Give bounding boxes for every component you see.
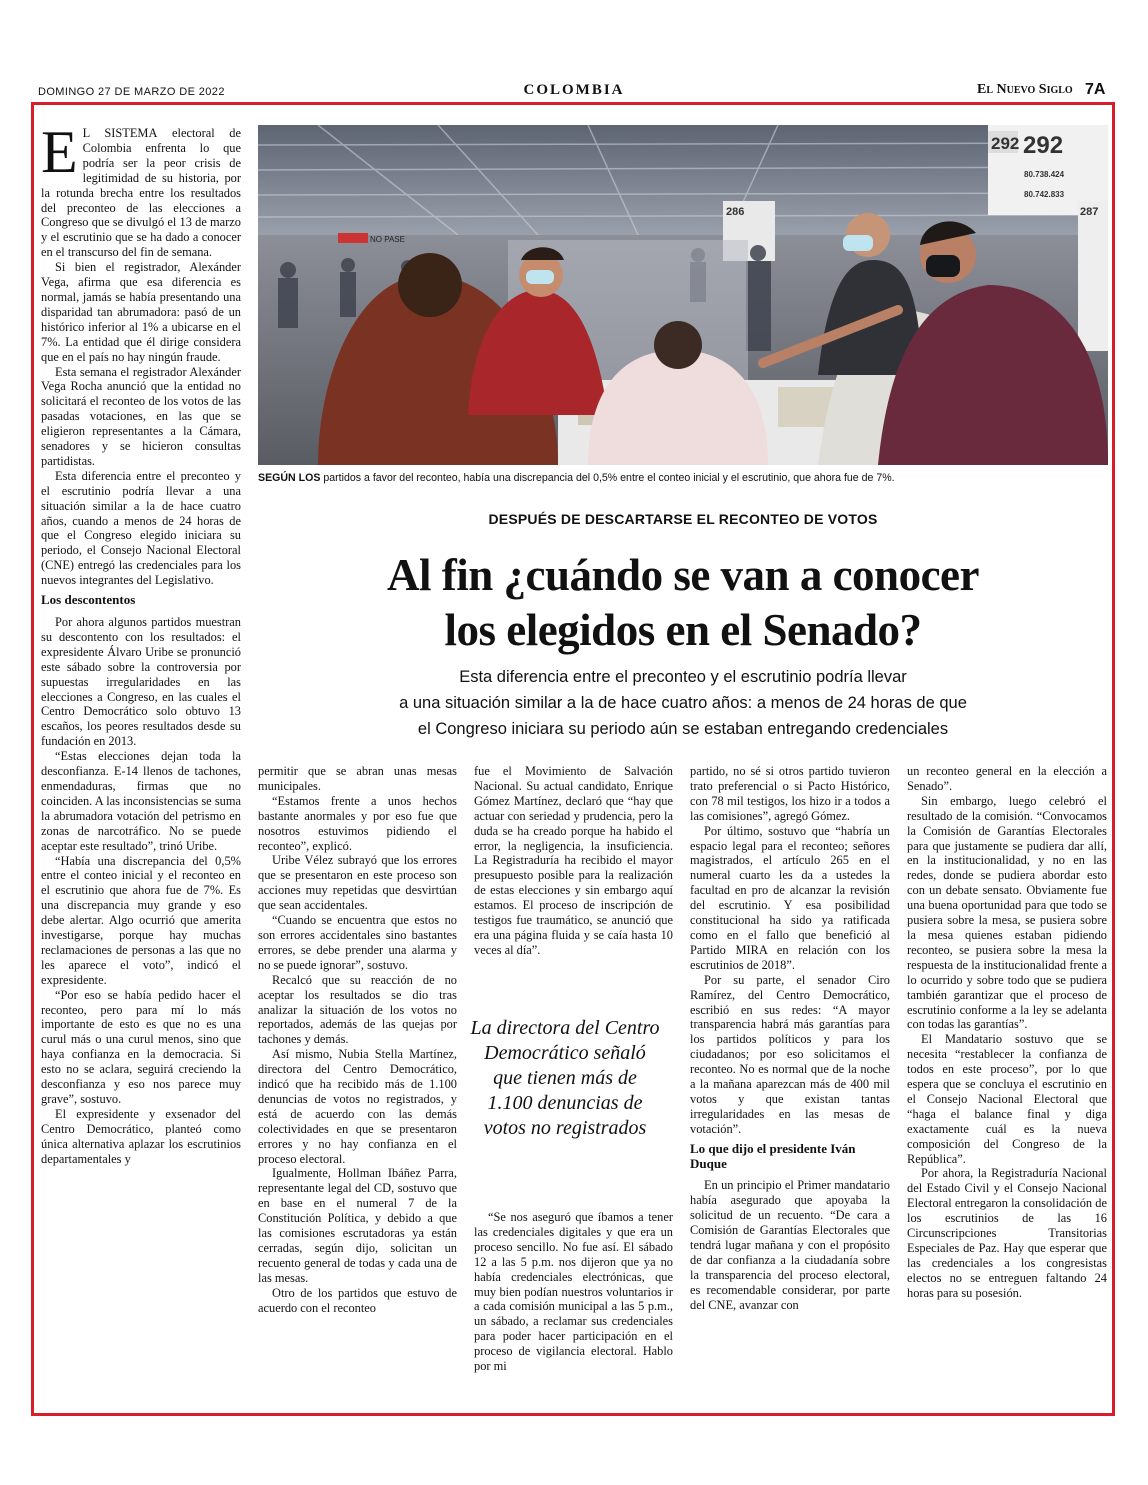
caption-lead: SEGÚN LOS xyxy=(258,472,321,484)
booth-sign-292: 292 xyxy=(1023,132,1064,159)
board-number-2: 80.742.833 xyxy=(1024,190,1065,199)
booth-sign-287: 287 xyxy=(1080,206,1099,218)
article-column-3-bottom xyxy=(474,1210,673,1374)
article-deck xyxy=(258,664,1108,742)
no-pass-sign: NO PASE xyxy=(370,235,405,244)
booth-sign-292-small: 292 xyxy=(991,134,1020,153)
board-number-1: 80.738.424 xyxy=(1024,170,1065,179)
paragraph: partido, no sé si otros partido tuvieron trato preferencial o si Pacto Histórico, con 78 mil testigos, los hizo ir a todos a las comisiones”, agregó Gómez. xyxy=(690,764,890,823)
paragraph: “Estas elecciones dejan toda la desconfianza. E-14 llenos de tachones, enmendaduras, firmas que no coinciden. A las inconsistencias se suma la abrumadora votación del petrismo en zonas de narcotráfico. No se puede aceptar este resultado”, trinó Uribe. xyxy=(41,749,241,853)
article-column-1 xyxy=(41,119,241,1167)
deck-line: el Congreso iniciara su periodo aún se estaban entregando credenciales xyxy=(417,720,949,738)
paragraph: “Estamos frente a unos hechos bastante anormales y por eso fue que nosotros estuvimos pidiendo el reconteo”, explicó. xyxy=(258,793,457,853)
paragraph: Así mismo, Nubia Stella Martínez, directora del Centro Democrático, indicó que ha recibido más de 1.100 denuncias de votos no registrados, y está de acuerdo con las demás colectividades en que se presentaron errores y no hay confianza en el proceso electoral. xyxy=(258,1047,457,1166)
paragraph: Uribe Vélez subrayó que los errores que se presentaron en este proceso son acciones muy repetidas que desvirtúan que sean accidentales. xyxy=(258,853,457,913)
photo-caption xyxy=(258,472,1108,484)
paragraph: permitir que se abran unas mesas municipales. xyxy=(258,764,457,793)
paragraph: El expresidente y exsenador del Centro Democrático, planteó como única alternativa aplazar los escrutinios departamentales y xyxy=(41,1106,241,1166)
paragraph: Otro de los partidos que estuvo de acuerdo con el reconteo xyxy=(258,1285,457,1315)
article-column-2 xyxy=(258,764,457,1316)
paragraph: “Había una discrepancia del 0,5% entre el conteo inicial y el reconteo en el escrutinio que ahora fue de 7%. Es una discrepancia muy grande y eso debe alertar. Algo ocurrió que amerita investigarse, porque hay muchas reclamaciones de personas a las que no les aparece el voto”, indicó el expresidente. xyxy=(41,853,241,987)
pull-quote: La directora del Centro Democrático señaló que tienen más de 1.100 denuncias de votos no registrados xyxy=(470,1017,660,1139)
paragraph: Por ahora algunos partidos muestran su descontento con los resultados: el expresidente Álvaro Uribe se pronunció este sábado sobre la controversia por supuestas irregularidades en las elecciones a Congreso, en las cuales el Centro Democrático solo obtuvo 13 escaños, los peores resultados desde su fundación en 2013. xyxy=(41,615,241,749)
paragraph: En un principio el Primer mandatario había asegurado que apoyaba la solicitud de un recuento. “De cara a Comisión de Garantías Electorales que tendrá lugar mañana y con el propósito de dar confianza a la ciudadanía sobre la transparencia del proceso electoral, es recomendable considerar, por parte del CNE, avanzar con xyxy=(690,1178,890,1312)
article-photo xyxy=(258,125,1108,465)
caption-text: partidos a favor del reconteo, había una discrepancia del 0,5% entre el conteo inicial y el escrutinio, que ahora fue de 7%. xyxy=(320,472,895,484)
paragraph: Esta semana el registrador Alexánder Vega Rocha anunció que la entidad no solicitará el reconteo de los votos de las pasadas votaciones, en las que se eligieron representantes a la Cámara, senadores y se hicieron consultas partidistas. xyxy=(41,364,241,468)
paragraph: Por último, sostuvo que “habría un espacio legal para el reconteo; señores magistrados, el artículo 265 en el numeral cuarto les da a ustedes la facultad en pro de alcanzar la revisión del escrutinio. Y esa posibilidad constitucional ha sido ya ratificada como en el fallo que benefició al Partido MIRA en relación con los escrutinios de 2018”. xyxy=(690,823,890,972)
page-date: DOMINGO 27 DE MARZO DE 2022 xyxy=(38,86,225,98)
lead-in: L SISTEMA xyxy=(82,126,158,140)
deck-line: Esta diferencia entre el preconteo y el escrutinio podría llevar xyxy=(459,668,907,686)
paragraph: Sin embargo, luego celebró el resultado de la comisión. “Convocamos la Comisión de Garantías Electorales para que justamente se pudiera dar allí, en la institucionalidad, y no en las redes, donde se pudiera abordar esto con un debate sensato. Obviamente fue una buena oportunidad para que todo se pusiera sobre la mesa, se pusiera sobre la mesa quienes estaban pidiendo reconteo, se pusiera sobre la mesa la respuesta de la institucionalidad frente a lo ocurrido y sobre todo que se pudiera también garantizar que el proceso de escrutinio conforme a la ley se adelanta con todas las garantías”. xyxy=(907,793,1107,1032)
section-title: COLOMBIA xyxy=(523,82,625,98)
paragraph: “Por eso se había pedido hacer el reconteo, pero para mí lo más importante de esto es que no es una curul más o una curul menos, sino que haya confianza en la democracia. Si esto no se aclara, seguirá creciendo la desconfianza y eso nos parece muy grave”, sostuvo. xyxy=(41,987,241,1106)
subheading: Lo que dijo el presidente Iván Duque xyxy=(690,1140,856,1171)
page-number: 7A xyxy=(1085,81,1106,98)
article-column-4 xyxy=(690,764,890,1313)
article-column-3-top xyxy=(474,764,673,958)
paragraph: El Mandatario sostuvo que se necesita “restablecer la confianza de todos en este proceso”, por lo que espera que se concluya el escrutinio en el Consejo Nacional Electoral que “haga el balance final y diga exactamente cuál es la nueva composición del Congreso de la República”. xyxy=(907,1032,1107,1166)
article-kicker: DESPUÉS DE DESCARTARSE EL RECONTEO DE VOTOS xyxy=(488,511,878,527)
article-headline xyxy=(258,548,1108,658)
headline-line: Al fin ¿cuándo se van a conocer xyxy=(387,550,979,600)
paragraph: Recalcó que su reacción de no aceptar los resultados se dio tras analizar la situación de los votos no reportados, además de las quejas por tachones y demás. xyxy=(258,972,457,1047)
paragraph: “Cuando se encuentra que estos no son errores accidentales sino bastantes errores, se debe prender una alarma y no se puede ignorar”, sostuvo. xyxy=(258,913,457,972)
vote-count-hall-photo xyxy=(258,125,1108,465)
booth-sign-286: 286 xyxy=(726,206,745,218)
paragraph: Por ahora, la Registraduría Nacional del Estado Civil y el Consejo Nacional Electoral entregaron la consolidación de los escrutinios de las 16 Circunscripciones Transitorias Especiales de Paz. Hay que esperar que las credenciales a los congresistas electos no se entreguen faltando 24 horas para su posesión. xyxy=(907,1166,1107,1300)
headline-line: los elegidos en el Senado? xyxy=(444,605,922,655)
subheading: Los descontentos xyxy=(41,592,136,608)
paragraph: “Se nos aseguró que íbamos a tener las credenciales digitales y que era un proceso sencillo. No fue así. El sábado 12 a las 5 p.m. nos dijeron que ya no había credenciales electrónicas, que muy bien podían nuestros voluntarios ir a cada comisión municipal a las 5 p.m., un sábado, a reclamar sus credenciales para poder hacer participación en el proceso de vigilancia electoral. Hablo por mi xyxy=(474,1210,673,1374)
newspaper-name: El Nuevo Siglo xyxy=(977,82,1073,97)
page-header xyxy=(0,80,1148,102)
paragraph: Esta diferencia entre el preconteo y el escrutinio podría llevar a una situación similar a la de hace cuatro años, cuando a menos de 24 horas de que el Congreso elegido iniciara su periodo, el Consejo Nacional Electoral (CNE) entregó las credenciales para los nuevos integrantes del Legislativo. xyxy=(41,468,241,588)
article-column-5 xyxy=(907,764,1107,1301)
paragraph: un reconteo general en la elección a Senado”. xyxy=(907,764,1107,793)
paragraph: Por su parte, el senador Ciro Ramírez, del Centro Democrático, escribió en sus redes: “A mayor transparencia habrá más garantías para los partidos políticos y para los ciudadanos; por eso solicitamos el reconteo. No es normal que de la noche a la mañana aparezcan más de 400 mil votos y que existan tantas irregularidades en las mesas de votación”. xyxy=(690,972,890,1136)
paragraph: Si bien el registrador, Alexánder Vega, afirma que esa diferencia es normal, jamás se había presentando una disparidad tan abrumadora: pasó de un histórico inferior al 1% a ubicarse en el 7%. La entidad que él dirige considera que en el país no hay ningún fraude. xyxy=(41,260,241,364)
paragraph: Igualmente, Hollman Ibáñez Parra, representante legal del CD, sostuvo que en base en el numeral 7 de la Constitución Política, y debido a que las comisiones escrutadoras ya están cerradas, según dijo, solicitan un recuento general de todas y cada una de las mesas. xyxy=(258,1166,457,1285)
paragraph: fue el Movimiento de Salvación Nacional. Su actual candidato, Enrique Gómez Martínez, declaró que “hay que actuar con seriedad y prudencia, pero la duda se ha creado porque ha habido el error, la negligencia, la insuficiencia. La Registraduría ha recibido el mayor presupuesto posible para la realización de estas elecciones y sin embargo aquí estamos. El proceso de inscripción de testigos fue traumático, se anunció que era una página fluida y se caía hasta 10 veces al día”. xyxy=(474,764,673,957)
drop-cap: E xyxy=(41,119,78,185)
deck-line: a una situación similar a la de hace cuatro años: a menos de 24 horas de que xyxy=(399,694,967,712)
lead-paragraph: E L SISTEMA electoral de Colombia enfrenta lo que podría ser la peor crisis de legitimidad de su historia, por la rotunda brecha entre los resultados del preconteo de las elecciones a Congreso que se divulgó el 13 de marzo y el escrutinio que se ha dado a conocer en el transcurso del fin de semana. xyxy=(41,119,241,260)
